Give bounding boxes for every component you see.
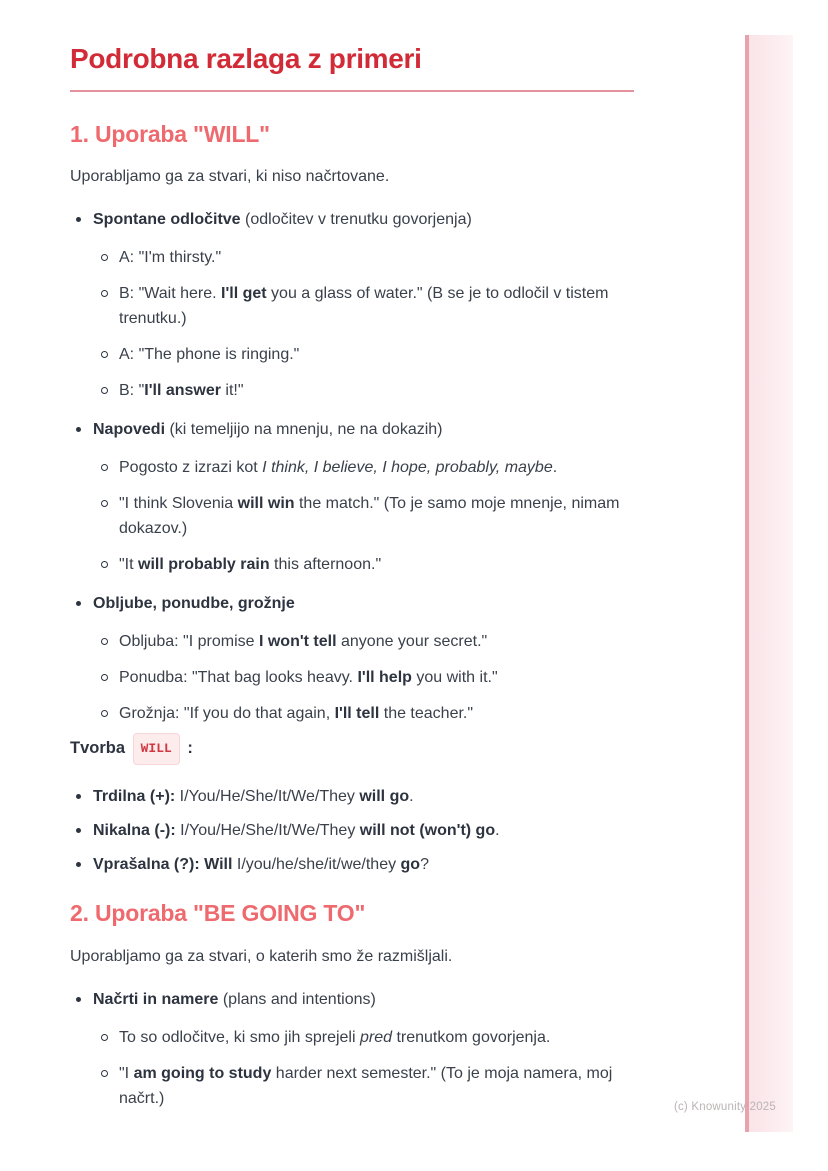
circle-bullet-icon	[101, 638, 108, 645]
sublist-item	[93, 629, 634, 654]
tvorba-will-line: Tvorba WILL :	[70, 734, 634, 766]
sublist-item	[93, 552, 634, 577]
circle-bullet-icon	[101, 351, 108, 358]
bullet-icon	[76, 601, 81, 606]
form-item-text: Trdilna (+): I/You/He/She/It/We/They will go.	[93, 788, 414, 806]
bullet-icon	[76, 217, 81, 222]
bullet-icon	[76, 794, 81, 799]
sublist-item	[93, 1061, 634, 1111]
sublist-item-text: A: "The phone is ringing."	[119, 346, 300, 364]
circle-bullet-icon	[101, 674, 108, 681]
circle-bullet-icon	[101, 290, 108, 297]
bullet-icon	[76, 828, 81, 833]
sublist-item-text: Ponudba: "That bag looks heavy. I'll help you with it."	[119, 669, 498, 687]
circle-bullet-icon	[101, 500, 108, 507]
bullet-icon	[76, 862, 81, 867]
list-item-label: Obljube, ponudbe, grožnje	[93, 595, 295, 613]
circle-bullet-icon	[101, 710, 108, 717]
page-title: Podrobna razlaga z primeri	[70, 43, 422, 74]
form-item-text: Vprašalna (?): Will I/you/he/she/it/we/they go?	[93, 856, 429, 874]
sublist-nacrti	[93, 1025, 634, 1111]
sublist-napovedi	[93, 455, 634, 577]
list-item-label: Spontane odločitve (odločitev v trenutku govorjenja)	[93, 211, 472, 229]
list-item-label: Napovedi (ki temeljijo na mnenju, ne na dokazih)	[93, 421, 443, 439]
sublist-item-text: Grožnja: "If you do that again, I'll tell the teacher."	[119, 705, 474, 723]
section-will-intro: Uporabljamo ga za stvari, ki niso načrtovane.	[70, 168, 390, 186]
list-item-label: Načrti in namere (plans and intentions)	[93, 991, 376, 1009]
sublist-item	[93, 665, 634, 690]
sublist-item-text: A: "I'm thirsty."	[119, 249, 222, 267]
form-item-negative	[70, 818, 634, 843]
form-item-question	[70, 852, 634, 877]
sublist-item-text: B: "Wait here. I'll get you a glass of water." (B se je to odločil v tistem trenutku.)	[119, 285, 609, 328]
sublist-item	[93, 342, 634, 367]
list-item-obljube	[70, 591, 634, 726]
section-be-going-to	[70, 899, 634, 1111]
right-accent-strip	[745, 35, 793, 1132]
sublist-item	[93, 455, 634, 480]
list-item-spontane	[70, 207, 634, 403]
section-be-going-to-heading: 2. Uporaba "BE GOING TO"	[70, 900, 366, 927]
section-be-going-to-intro: Uporabljamo ga za stvari, o katerih smo že razmišljali.	[70, 948, 453, 966]
section-will-heading: 1. Uporaba "WILL"	[70, 120, 270, 147]
sublist-item-text: "I think Slovenia will win the match." (To je samo moje mnenje, nimam dokazov.)	[119, 495, 620, 538]
bullet-icon	[76, 997, 81, 1002]
sublist-item	[93, 245, 634, 270]
sublist-item-text: To so odločitve, ki smo jih sprejeli pred trenutkom govorjenja.	[119, 1029, 551, 1047]
sublist-spontane	[93, 245, 634, 403]
will-forms-list	[70, 784, 634, 877]
circle-bullet-icon	[101, 1034, 108, 1041]
section-will	[70, 120, 634, 878]
sublist-item-text: B: "I'll answer it!"	[119, 382, 244, 400]
sublist-item	[93, 701, 634, 726]
sublist-item-text: Obljuba: "I promise I won't tell anyone your secret."	[119, 633, 488, 651]
circle-bullet-icon	[101, 464, 108, 471]
copyright-text: (c) Knowunity 2025	[673, 1101, 776, 1113]
document-content	[70, 0, 634, 1111]
form-item-text: Nikalna (-): I/You/He/She/It/We/They will not (won't) go.	[93, 822, 500, 840]
sublist-item	[93, 378, 634, 403]
sublist-item-text: "It will probably rain this afternoon."	[119, 556, 382, 574]
will-usage-list	[70, 207, 634, 726]
code-badge: WILL	[133, 733, 180, 765]
sublist-item-text: "I am going to study harder next semester." (To je moja namera, moj načrt.)	[119, 1065, 613, 1108]
circle-bullet-icon	[101, 387, 108, 394]
bullet-icon	[76, 427, 81, 432]
circle-bullet-icon	[101, 254, 108, 261]
circle-bullet-icon	[101, 561, 108, 568]
list-item-napovedi	[70, 417, 634, 577]
circle-bullet-icon	[101, 1070, 108, 1077]
be-going-to-usage-list	[70, 987, 634, 1111]
title-divider	[70, 90, 634, 92]
sublist-item-text: Pogosto z izrazi kot I think, I believe, I hope, probably, maybe.	[119, 459, 558, 477]
list-item-nacrti	[70, 987, 634, 1111]
sublist-item	[93, 1025, 634, 1050]
sublist-item	[93, 491, 634, 541]
form-item-affirmative	[70, 784, 634, 809]
sublist-item	[93, 281, 634, 331]
sublist-obljube	[93, 629, 634, 726]
